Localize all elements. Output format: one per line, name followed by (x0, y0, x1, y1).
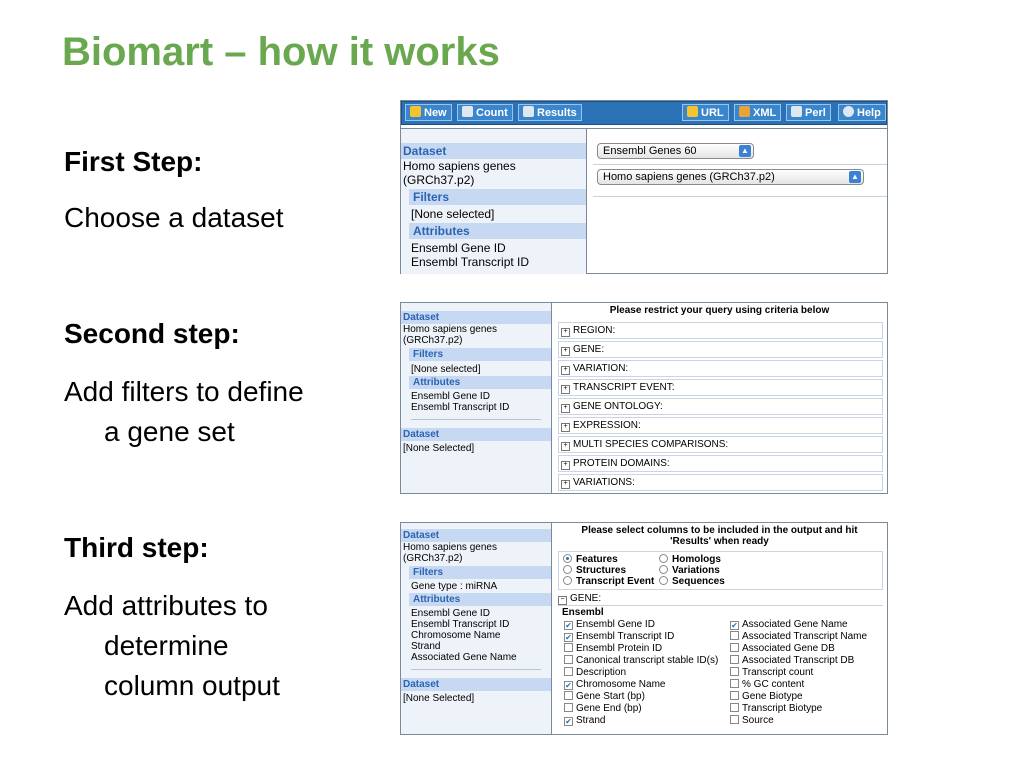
radio-features[interactable]: Features (563, 554, 618, 565)
attribute-item: Ensembl Transcript ID (411, 619, 510, 630)
xml-icon (739, 106, 750, 117)
attributes-area (552, 523, 887, 734)
attribute-checkbox-item[interactable] (564, 691, 718, 703)
attribute-item: Ensembl Gene ID (411, 608, 490, 619)
results-button[interactable]: Results (518, 104, 582, 121)
checked-checkbox-icon[interactable]: ✔ (565, 681, 572, 690)
expand-icon: + (561, 328, 570, 337)
unchecked-checkbox-icon[interactable] (730, 667, 739, 676)
attribute-item: Associated Gene Name (411, 652, 517, 663)
step2-line1: Add filters to define (64, 376, 304, 407)
filters-value: [None selected] (411, 364, 481, 375)
filter-label: TRANSCRIPT EVENT: (573, 382, 675, 393)
attribute-label: Associated Gene Name (742, 619, 848, 630)
step3-line2: determine (104, 630, 229, 661)
biomart-attributes-panel (400, 522, 888, 735)
unchecked-checkbox-icon[interactable] (730, 655, 739, 664)
attribute-label: Ensembl Transcript ID (576, 631, 675, 642)
unchecked-checkbox-icon[interactable] (730, 679, 739, 688)
xml-button[interactable]: XML (734, 104, 781, 121)
checked-checkbox-icon[interactable]: ✔ (565, 633, 572, 642)
filter-label: VARIATIONS: (573, 477, 635, 488)
slide-title: Biomart – how it works (62, 30, 500, 74)
attribute-checkbox-item[interactable] (564, 631, 718, 643)
attribute-checkbox-item[interactable] (564, 715, 718, 727)
radio-structures[interactable]: Structures (563, 565, 626, 576)
dataset-summary-sidebar (401, 128, 587, 274)
filters-value: Gene type : miRNA (411, 581, 498, 592)
dataset-species-line1: Homo sapiens genes (403, 324, 497, 335)
attribute-label: Associated Transcript DB (742, 655, 855, 666)
filter-label: GENE ONTOLOGY: (573, 401, 663, 412)
radio-variations[interactable]: Variations (659, 565, 720, 576)
dataset-species-line1: Homo sapiens genes (403, 542, 497, 553)
attribute-checkbox-item[interactable] (564, 619, 718, 631)
expand-icon: + (561, 461, 570, 470)
second-dataset-header[interactable]: Dataset (401, 428, 551, 441)
expand-icon: + (561, 366, 570, 375)
filter-label: REGION: (573, 325, 616, 336)
sidebar-divider (411, 419, 541, 420)
step3-line1: Add attributes to (64, 590, 268, 621)
filters-section-header[interactable]: Filters (409, 189, 586, 205)
attributes-heading-line2: 'Results' when ready (670, 536, 769, 547)
filter-row[interactable] (558, 379, 883, 396)
attributes-heading-line1: Please select columns to be included in the output and hit (581, 525, 858, 536)
filter-label: EXPRESSION: (573, 420, 641, 431)
ensembl-group-label: Ensembl (562, 607, 604, 618)
second-dataset-value: [None Selected] (403, 693, 475, 704)
expand-icon: + (561, 385, 570, 394)
attribute-item: Ensembl Transcript ID (411, 255, 530, 269)
attribute-checkbox-item[interactable] (730, 703, 867, 715)
dataset-selection-area (587, 128, 887, 274)
attribute-checkbox-item[interactable] (730, 655, 867, 667)
unchecked-checkbox-icon[interactable] (564, 691, 573, 700)
attribute-column-1 (564, 619, 718, 727)
filters-area (552, 303, 887, 493)
unchecked-checkbox-icon[interactable] (730, 643, 739, 652)
attribute-page-selector (558, 551, 883, 590)
attribute-checkbox-item[interactable] (730, 715, 867, 727)
biomart-dataset-panel (400, 100, 888, 274)
step1-text: Choose a dataset (64, 202, 284, 233)
step3-text (64, 586, 280, 706)
filter-row[interactable] (558, 341, 883, 358)
unchecked-checkbox-icon[interactable] (564, 667, 573, 676)
biomart-filters-panel (400, 302, 888, 494)
dataset-select[interactable]: Homo sapiens genes (GRCh37.p2) ▲ (597, 169, 864, 185)
filters-value: [None selected] (411, 207, 495, 221)
attribute-label: Source (742, 715, 774, 726)
checked-checkbox-icon[interactable]: ✔ (731, 621, 738, 630)
second-dataset-value: [None Selected] (403, 443, 475, 454)
step2-line2: a gene set (104, 416, 235, 447)
attribute-item: Ensembl Transcript ID (411, 402, 510, 413)
dataset-section-header[interactable]: Dataset (401, 529, 551, 542)
attribute-checkbox-item[interactable] (564, 643, 718, 655)
filter-label: MULTI SPECIES COMPARISONS: (573, 439, 729, 450)
perl-icon (791, 106, 802, 117)
attribute-label: Strand (576, 715, 606, 726)
filter-label: PROTEIN DOMAINS: (573, 458, 670, 469)
attributes-summary-sidebar (401, 523, 552, 734)
attribute-label: Chromosome Name (576, 679, 666, 690)
attributes-section-header[interactable]: Attributes (409, 376, 551, 389)
step1-heading: First Step: (64, 146, 203, 177)
biomart-toolbar (401, 101, 887, 125)
radio-sequences[interactable]: Sequences (659, 576, 725, 587)
unchecked-checkbox-icon[interactable] (730, 631, 739, 640)
attribute-checkbox-item[interactable] (564, 655, 718, 667)
attribute-label: Canonical transcript stable ID(s) (576, 655, 719, 666)
select-arrows-icon: ▲ (849, 171, 861, 183)
attribute-label: Transcript count (742, 667, 814, 678)
attribute-checkbox-item[interactable] (564, 679, 718, 691)
filters-section-header[interactable]: Filters (409, 348, 551, 361)
unchecked-checkbox-icon[interactable] (564, 655, 573, 664)
attribute-item: Chromosome Name (411, 630, 501, 641)
attribute-checkbox-item[interactable] (564, 667, 718, 679)
database-select[interactable]: Ensembl Genes 60 ▲ (597, 143, 754, 159)
attributes-section-header[interactable]: Attributes (409, 593, 551, 606)
url-button[interactable]: URL (682, 104, 729, 121)
attribute-label: Gene Start (bp) (576, 691, 645, 702)
filter-row[interactable] (558, 417, 883, 434)
radio-homologs[interactable]: Homologs (659, 554, 721, 565)
attribute-label: Ensembl Gene ID (576, 619, 655, 630)
gene-section-toggle[interactable]: − GENE: (558, 593, 883, 606)
attribute-checkbox-item[interactable] (730, 619, 867, 631)
dataset-species-line2: (GRCh37.p2) (403, 173, 475, 187)
results-icon (523, 106, 534, 117)
dataset-species-line2: (GRCh37.p2) (403, 335, 463, 346)
attribute-label: Associated Transcript Name (742, 631, 868, 642)
step3-line3: column output (104, 670, 280, 701)
expand-icon: + (561, 347, 570, 356)
attribute-label: Gene Biotype (742, 691, 803, 702)
step3-heading: Third step: (64, 532, 209, 563)
expand-icon: + (561, 423, 570, 432)
step2-heading: Second step: (64, 318, 240, 349)
filter-row[interactable] (558, 474, 883, 491)
perl-button[interactable]: Perl (786, 104, 831, 121)
attribute-label: Ensembl Protein ID (576, 643, 663, 654)
attribute-checkbox-item[interactable] (730, 667, 867, 679)
expand-icon: + (561, 480, 570, 489)
filter-list (552, 322, 887, 491)
attribute-checkbox-item[interactable] (564, 703, 718, 715)
checked-checkbox-icon[interactable]: ✔ (565, 621, 572, 630)
attribute-checkbox-item[interactable] (730, 691, 867, 703)
filters-section-header[interactable]: Filters (409, 566, 551, 579)
dataset-species-line2: (GRCh37.p2) (403, 553, 463, 564)
attribute-checkbox-item[interactable] (730, 679, 867, 691)
new-button[interactable]: New (405, 104, 452, 121)
filter-row[interactable] (558, 436, 883, 453)
unchecked-checkbox-icon[interactable] (730, 703, 739, 712)
sidebar-divider (411, 669, 541, 670)
unchecked-checkbox-icon[interactable] (564, 643, 573, 652)
collapse-icon: − (558, 596, 567, 605)
attribute-item: Ensembl Gene ID (411, 241, 506, 255)
dataset-section-header[interactable]: Dataset (401, 143, 586, 159)
attributes-section-header[interactable]: Attributes (409, 223, 586, 239)
unchecked-checkbox-icon[interactable] (730, 691, 739, 700)
second-dataset-header[interactable]: Dataset (401, 678, 551, 691)
unchecked-checkbox-icon[interactable] (564, 703, 573, 712)
attribute-item: Ensembl Gene ID (411, 391, 490, 402)
attribute-checkbox-item[interactable] (730, 643, 867, 655)
help-button[interactable]: Help (838, 104, 886, 121)
filter-row[interactable] (558, 360, 883, 377)
attribute-checkbox-grid (564, 619, 887, 729)
count-icon (462, 106, 473, 117)
expand-icon: + (561, 442, 570, 451)
filters-heading: Please restrict your query using criteria below (609, 305, 830, 316)
attribute-label: Associated Gene DB (742, 643, 835, 654)
attribute-checkbox-item[interactable] (730, 631, 867, 643)
filter-row[interactable] (558, 398, 883, 415)
step2-text (64, 372, 304, 452)
attribute-label: % GC content (742, 679, 805, 690)
expand-icon: + (561, 404, 570, 413)
count-button[interactable]: Count (457, 104, 513, 121)
dataset-section-header[interactable]: Dataset (401, 311, 551, 324)
filter-row[interactable] (558, 455, 883, 472)
unchecked-checkbox-icon[interactable] (730, 715, 739, 724)
attribute-label: Description (576, 667, 627, 678)
filter-row[interactable] (558, 322, 883, 339)
select-arrows-icon: ▲ (739, 145, 751, 157)
attribute-label: Gene End (bp) (576, 703, 642, 714)
filter-label: GENE: (573, 344, 605, 355)
dataset-species-line1: Homo sapiens genes (403, 159, 516, 173)
new-icon (410, 106, 421, 117)
attribute-column-2 (730, 619, 867, 727)
attribute-label: Transcript Biotype (742, 703, 823, 714)
attribute-item: Strand (411, 641, 441, 652)
radio-transcript-event[interactable]: Transcript Event (563, 576, 654, 587)
filters-summary-sidebar (401, 303, 552, 493)
filter-label: VARIATION: (573, 363, 629, 374)
star-icon (687, 106, 698, 117)
help-icon (843, 106, 854, 117)
checked-checkbox-icon[interactable]: ✔ (565, 717, 572, 726)
